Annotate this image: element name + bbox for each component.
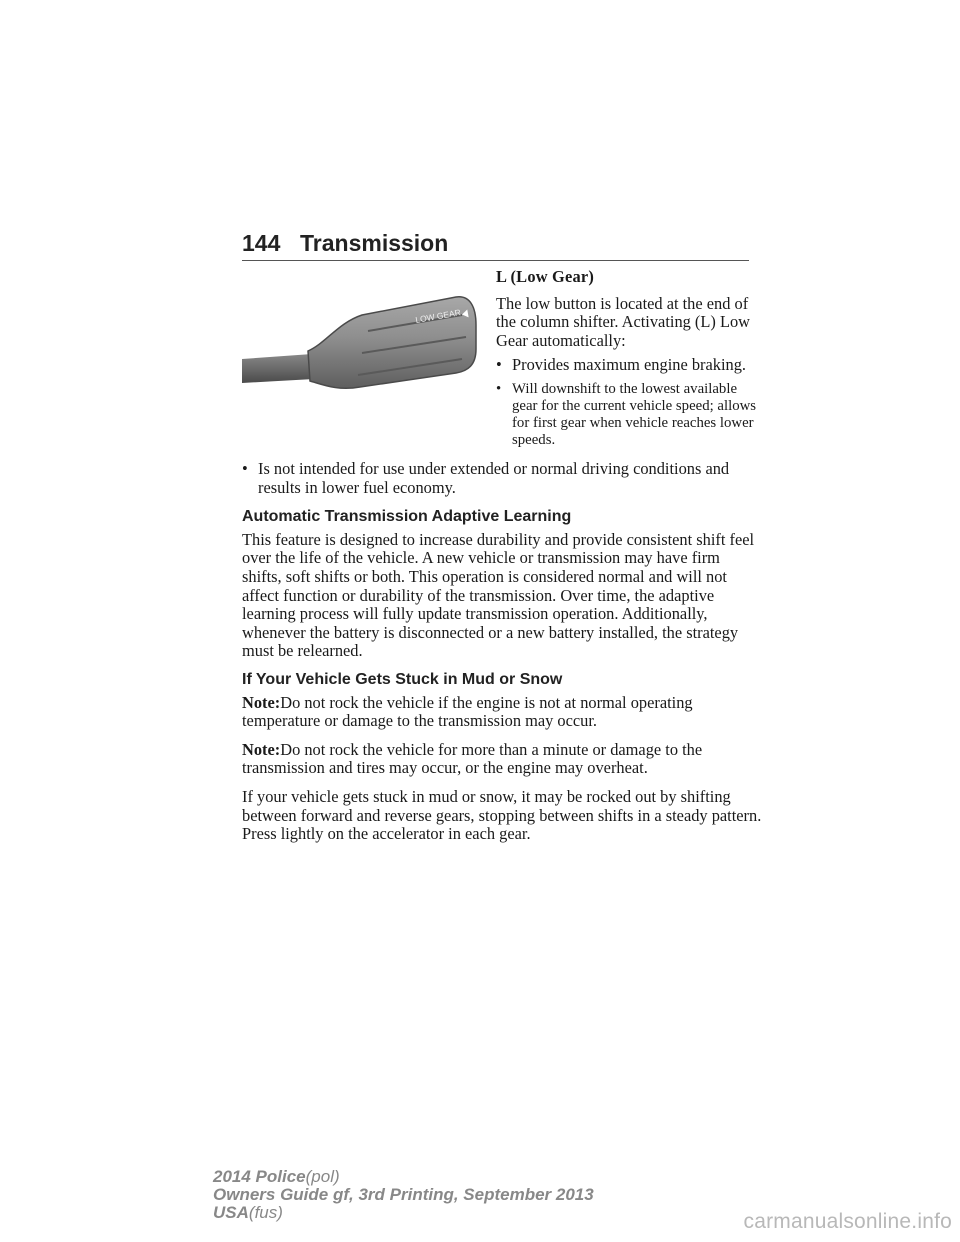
bullet-text: Is not intended for use under extended or normal driving conditions and results in lower fuel economy.: [258, 459, 730, 497]
bullet-text: Provides maximum engine braking.: [512, 355, 746, 374]
note-label: Note:: [242, 739, 281, 759]
list-item: [242, 460, 762, 497]
footer-model-code: (pol): [305, 1167, 340, 1186]
low-gear-intro: The low button is located at the end of the column shifter. Activating (L) Low Gear automatically:: [496, 293, 750, 350]
note-paragraph: [242, 694, 762, 731]
page-header: [242, 226, 749, 261]
note-paragraph: [242, 741, 762, 778]
bullet-icon: •: [242, 459, 248, 478]
shifter-drawing: [242, 293, 478, 393]
low-gear-button-label: LOW GEAR: [414, 307, 462, 325]
footer-edition: Owners Guide gf, 3rd Printing, September 2013: [213, 1185, 594, 1204]
footer-line-2: [213, 1186, 594, 1204]
adaptive-learning-heading: Automatic Transmission Adaptive Learning: [242, 508, 572, 526]
shifter-stalk: [242, 354, 314, 383]
list-item: [496, 356, 758, 375]
watermark: carmanualsonline.info: [743, 1210, 952, 1233]
bullet-icon: •: [496, 355, 502, 374]
page-footer: [213, 1168, 594, 1222]
adaptive-learning-body: This feature is designed to increase durability and provide consistent shift feel over the life of the vehicle. A new vehicle or transmission may have firm shifts, soft shifts or both. This operation is considered normal and will not affect function or durability of the transmission. Over time, the adaptive learning process will fully update transmission operation. Additionally, whenever the battery is disconnected or a new battery installed, the strategy must be relearned.: [242, 529, 755, 661]
main-content: [242, 460, 762, 854]
note-text: Do not rock the vehicle if the engine is not at normal operating temperature or damage to the transmission may occur.: [242, 692, 693, 731]
list-item: [496, 381, 758, 449]
low-gear-shifter-illustration: [242, 293, 478, 393]
footer-market: USA: [213, 1203, 249, 1222]
stuck-in-mud-heading: If Your Vehicle Gets Stuck in Mud or Snow: [242, 670, 563, 688]
bullet-text: Will downshift to the lowest available gear for the current vehicle speed; allows for first gear when vehicle reaches lower speeds.: [512, 380, 757, 448]
stuck-in-mud-body: If your vehicle gets stuck in mud or snow, it may be rocked out by shifting between forward and reverse gears, stopping between shifts in a steady pattern. Press lightly on the accelerator in each gear.: [242, 786, 762, 844]
note-label: Note:: [242, 692, 281, 712]
section-title: Transmission: [300, 230, 449, 256]
note-text: Do not rock the vehicle for more than a minute or damage to the transmission and tires may occur, or the engine may overheat.: [242, 739, 703, 778]
bullet-icon: •: [496, 380, 502, 397]
footer-model: 2014 Police: [213, 1167, 306, 1186]
footer-market-code: (fus): [248, 1203, 283, 1222]
low-gear-section: [496, 268, 758, 455]
page-number: 144: [242, 230, 281, 256]
low-gear-heading: L (Low Gear): [496, 267, 594, 286]
footer-line-3: [213, 1204, 594, 1222]
footer-line-1: [213, 1168, 594, 1186]
